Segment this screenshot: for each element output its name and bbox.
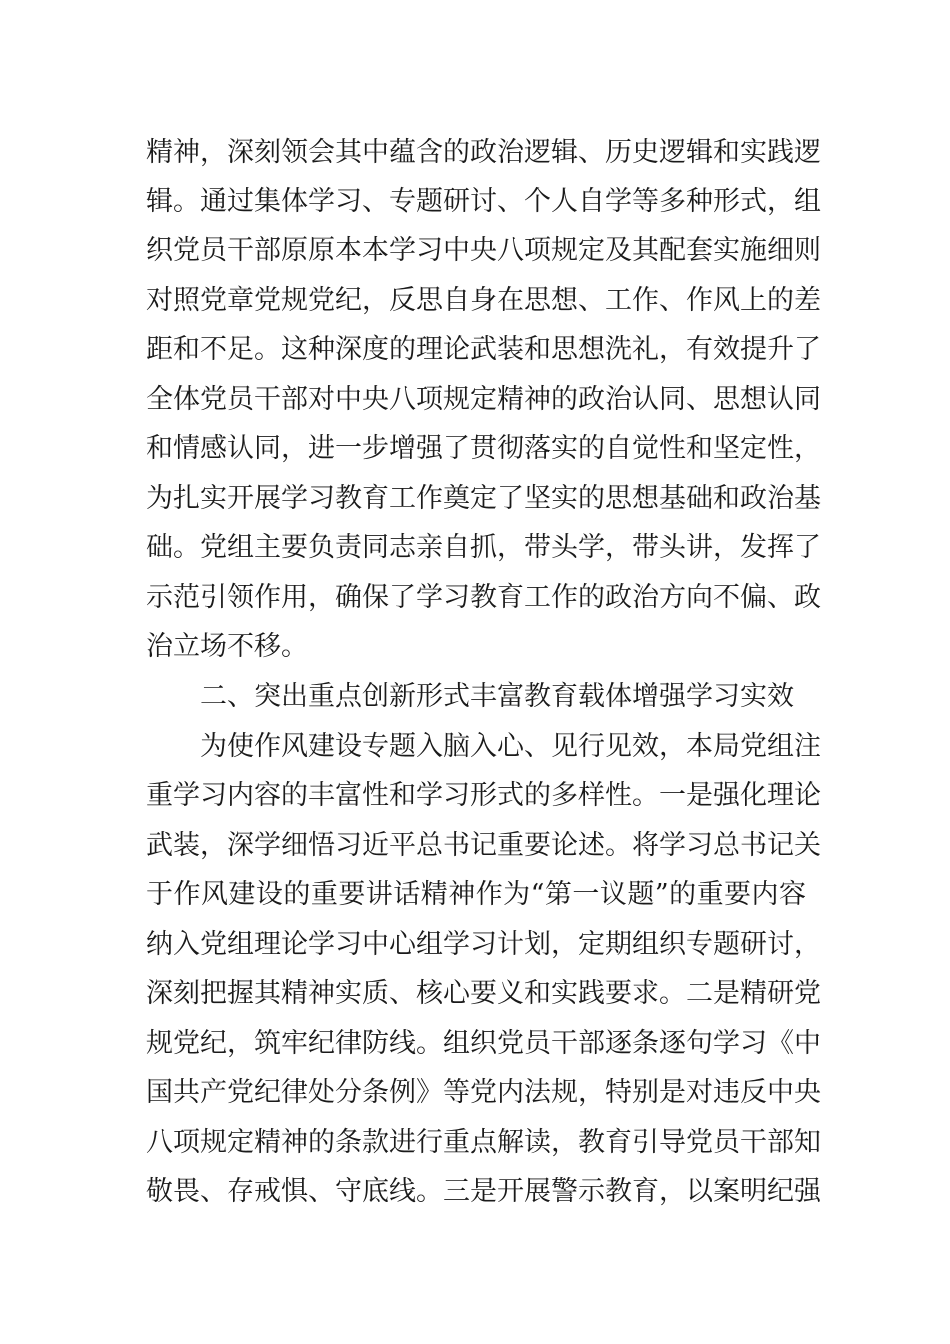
text-line-7: 和情感认同，进一步增强了贯彻落实的自觉性和坚定性， bbox=[146, 433, 821, 464]
text-line-14: 重学习内容的丰富性和学习形式的多样性。一是强化理论 bbox=[146, 780, 821, 811]
text-line-2: 辑。通过集体学习、专题研讨、个人自学等多种形式，组 bbox=[146, 186, 821, 217]
paragraph-first-line: 为使作风建设专题入脑入心、见行见效，本局党组注 bbox=[200, 731, 821, 762]
text-line-16: 于作风建设的重要讲话精神作为“第一议题”的重要内容 bbox=[146, 879, 806, 910]
text-line-17: 纳入党组理论学习中心组学习计划，定期组织专题研讨， bbox=[146, 929, 821, 960]
text-line-1: 精神，深刻领会其中蕴含的政治逻辑、历史逻辑和实践逻 bbox=[146, 137, 821, 168]
text-line-15: 武装，深学细悟习近平总书记重要论述。将学习总书记关 bbox=[146, 830, 821, 861]
text-line-21: 八项规定精神的条款进行重点解读，教育引导党员干部知 bbox=[146, 1127, 821, 1158]
text-line-22: 敬畏、存戒惧、守底线。三是开展警示教育，以案明纪强 bbox=[146, 1176, 821, 1207]
text-line-19: 规党纪，筑牢纪律防线。组织党员干部逐条逐句学习《中 bbox=[146, 1028, 821, 1059]
text-line-9: 础。党组主要负责同志亲自抓，带头学，带头讲，发挥了 bbox=[146, 532, 821, 563]
text-line-20: 国共产党纪律处分条例》等党内法规，特别是对违反中央 bbox=[146, 1077, 821, 1108]
text-line-3: 织党员干部原原本本学习中央八项规定及其配套实施细则 bbox=[146, 235, 821, 266]
text-line-10: 示范引领作用，确保了学习教育工作的政治方向不偏、政 bbox=[146, 582, 821, 613]
text-line-18: 深刻把握其精神实质、核心要义和实践要求。二是精研党 bbox=[146, 978, 821, 1009]
text-line-11: 治立场不移。 bbox=[146, 631, 308, 662]
text-line-5: 距和不足。这种深度的理论武装和思想洗礼，有效提升了 bbox=[146, 334, 821, 365]
text-line-6: 全体党员干部对中央八项规定精神的政治认同、思想认同 bbox=[146, 384, 821, 415]
text-line-8: 为扎实开展学习教育工作奠定了坚实的思想基础和政治基 bbox=[146, 483, 821, 514]
section-heading: 二、突出重点创新形式丰富教育载体增强学习实效 bbox=[200, 681, 794, 712]
text-line-4: 对照党章党规党纪，反思自身在思想、工作、作风上的差 bbox=[146, 285, 821, 316]
